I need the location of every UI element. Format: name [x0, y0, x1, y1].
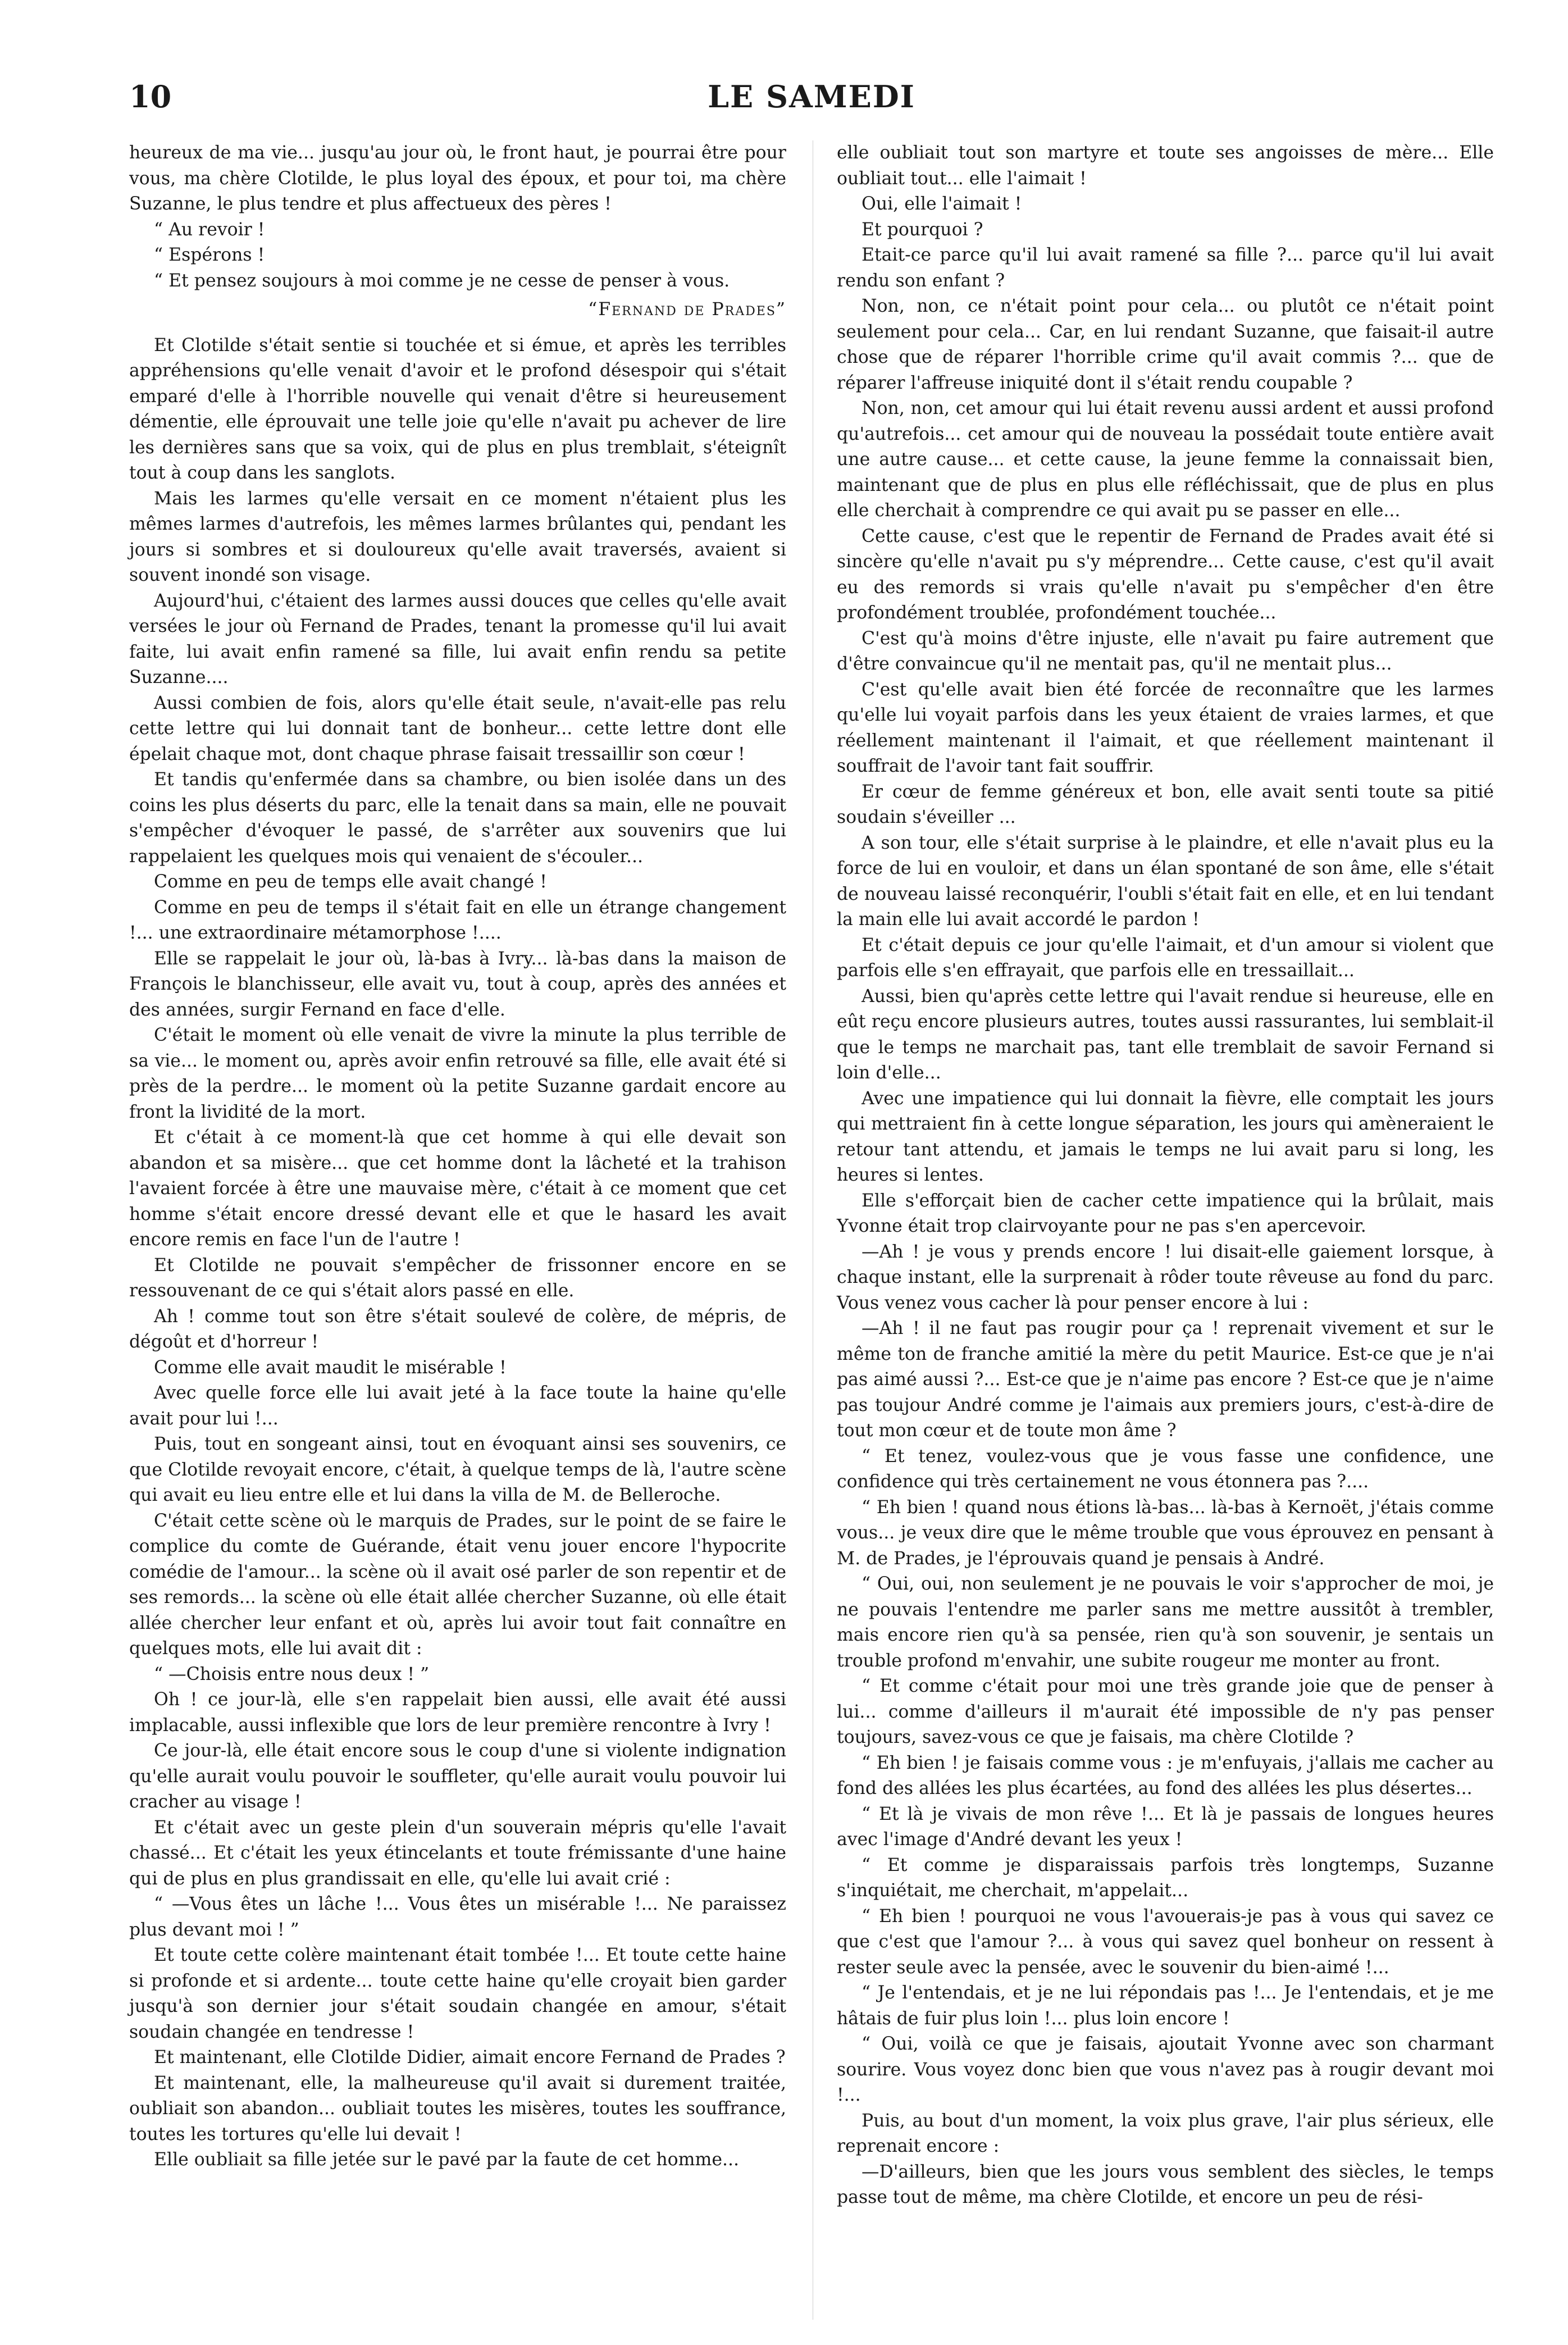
- paragraph: C'était le moment où elle venait de vivre la minute la plus terrible de sa vie... le moment ou, après avoir enfin retrouvé sa fille, elle avait été si près de la perdre... le moment où la petite Suzanne gardait encore au front la lividité de la mort.: [129, 1025, 786, 1122]
- paragraph: Et c'était depuis ce jour qu'elle l'aimait, et d'un amour si violent que parfois elle s'en effrayait, que parfois elle en tressaillait...: [837, 935, 1494, 981]
- paragraph: “ Et comme c'était pour moi une très grande joie que de penser à lui... comme d'ailleurs il m'aurait été impossible de n'y pas penser toujours, savez-vous ce que je faisais, ma chère Clotilde ?: [837, 1676, 1494, 1747]
- paragraph: Et Clotilde s'était sentie si touchée et si émue, et après les terribles appréhensions qu'elle venait d'avoir et le profond désespoir qui s'était emparé d'elle à l'horrible nouvelle qui venait d'être si heureusement démentie, elle éprouvait une telle joie qu'elle n'avait pu achever de lire les dernières sans que sa voix, qui de plus en plus tremblait, s'éteignît tout à coup dans les sanglots.: [129, 335, 786, 483]
- paragraph: heureux de ma vie... jusqu'au jour où, le front haut, je pourrai être pour vous, ma chère Clotilde, le plus loyal des époux, et pour toi, ma chère Suzanne, le plus tendre et plus affectueux des pères !: [129, 143, 786, 214]
- paragraph: Aussi combien de fois, alors qu'elle était seule, n'avait-elle pas relu cette lettre qui lui donnait tant de bonheur... cette lettre dont elle épelait chaque mot, dont chaque phrase faisait tressaillir son cœur !: [129, 693, 786, 764]
- paragraph: Avec une impatience qui lui donnait la fièvre, elle comptait les jours qui mettraient fin à cette longue séparation, les jours qui amèneraient le retour tant attendu, et jamais le temps ne lui avait paru si long, les heures si lentes.: [837, 1088, 1494, 1185]
- paragraph: “ —Vous êtes un lâche !... Vous êtes un misérable !... Ne paraissez plus devant moi ! ”: [129, 1894, 786, 1940]
- page-number: 10: [129, 79, 172, 115]
- paragraph: elle oubliait tout son martyre et toute ses angoisses de mère... Elle oubliait tout... elle l'aimait !: [837, 143, 1494, 189]
- paragraph: “ Et comme je disparaissais parfois très longtemps, Suzanne s'inquiétait, me cherchait, m'appelait...: [837, 1855, 1494, 1901]
- paragraph: A son tour, elle s'était surprise à le plaindre, et elle n'avait plus eu la force de lui en vouloir, et dans un élan spontané de son âme, elle s'était de nouveau laissé reconquérir, l'oubli s'était fait en elle, et en lui tendant la main elle lui avait accordé le pardon !: [837, 832, 1494, 930]
- paragraph: “ Et là je vivais de mon rêve !... Et là je passais de longues heures avec l'image d'André devant les yeux !: [837, 1804, 1494, 1850]
- paragraph: C'est qu'elle avait bien été forcée de reconnaître que les larmes qu'elle lui voyait parfois dans les yeux étaient de vraies larmes, et que réellement maintenant il l'aimait, et que réellement maintenant il souffrait de l'avoir tant fait souffrir.: [837, 679, 1494, 776]
- paragraph: Comme en peu de temps elle avait changé !: [154, 872, 547, 892]
- paragraph: Et maintenant, elle Clotilde Didier, aimait encore Fernand de Prades ?: [154, 2047, 786, 2068]
- paragraph: —D'ailleurs, bien que les jours vous semblent des siècles, le temps passe tout de même, ma chère Clotilde, et encore un peu de rési-: [837, 2161, 1494, 2207]
- paragraph: Et c'était à ce moment-là que cet homme à qui elle devait son abandon et sa misère... que cet homme dont la lâcheté et la trahison l'avaient forcée à être une mauvaise mère, c'était à ce moment que cet homme s'était encore dressé devant elle et que le hasard les avait encore remis en face l'un de l'autre !: [129, 1127, 786, 1250]
- paragraph: Et c'était avec un geste plein d'un souverain mépris qu'elle l'avait chassé... Et c'était les yeux étincelants et toute frémissante d'une haine qui de plus en plus grandissait en elle, qu'elle lui avait crié :: [129, 1817, 786, 1889]
- paragraph: “ Et pensez soujours à moi comme je ne cesse de penser à vous.: [154, 270, 730, 291]
- paragraph: Er cœur de femme généreux et bon, elle avait senti toute sa pitié soudain s'éveiller ...: [837, 781, 1494, 827]
- paragraph: C'était cette scène où le marquis de Prades, sur le point de se faire le complice du comte de Guérande, était venu jouer encore l'hypocrite comédie de l'amour... la scène où il avait osé parler de son repentir et de ses remords... la scène où elle était allée chercher Suzanne, où elle était allée chercher leur enfant et où, après lui avoir tout fait connaître en quelques mots, elle lui avait dit :: [129, 1510, 786, 1659]
- paragraph: “ Oui, voilà ce que je faisais, ajoutait Yvonne avec son charmant sourire. Vous voyez donc bien que vous n'avez pas à rougir devant moi !...: [837, 2034, 1494, 2105]
- paragraph: Comme en peu de temps il s'était fait en elle un étrange changement !... une extraordinaire métamorphose !....: [129, 897, 786, 943]
- paragraph: Elle oubliait sa fille jetée sur le pavé par la faute de cet homme...: [154, 2150, 740, 2170]
- paragraph: Elle s'efforçait bien de cacher cette impatience qui la brûlait, mais Yvonne était trop clairvoyante pour ne pas s'en apercevoir.: [837, 1190, 1494, 1236]
- paragraph: Ah ! comme tout son être s'était soulevé de colère, de mépris, de dégoût et d'horreur !: [129, 1306, 786, 1352]
- paragraph: Elle se rappelait le jour où, là-bas à Ivry... là-bas dans la maison de François le blanchisseur, elle avait vu, tout à coup, après des années et des années, surgir Fernand en face d'elle.: [129, 948, 786, 1020]
- paragraph: Avec quelle force elle lui avait jeté à la face toute la haine qu'elle avait pour lui !...: [129, 1383, 786, 1429]
- paragraph: Et maintenant, elle, la malheureuse qu'il avait si durement traitée, oubliait son abandon... oubliait toutes les misères, toutes les souffrance, toutes les tortures qu'elle lui devait !: [129, 2073, 786, 2144]
- paragraph: “ Espérons !: [154, 245, 265, 265]
- paragraph: Comme elle avait maudit le misérable !: [154, 1357, 507, 1378]
- paragraph: Oui, elle l'aimait !: [862, 194, 1022, 214]
- left-column: [129, 140, 786, 2173]
- paragraph: Aujourd'hui, c'étaient des larmes aussi douces que celles qu'elle avait versées le jour où Fernand de Prades, tenant la promesse qu'il lui avait faite, lui avait enfin ramené sa fille, lui avait enfin rendu sa petite Suzanne....: [129, 590, 786, 687]
- paragraph: C'est qu'à moins d'être injuste, elle n'avait pu faire autrement que d'être convaincue qu'il ne mentait pas, qu'il ne mentait plus...: [837, 628, 1494, 674]
- paragraph: —Ah ! il ne faut pas rougir pour ça ! reprenait vivement et sur le même ton de franche amitié la mère du petit Maurice. Est-ce que je n'ai pas aimé aussi ?... Est-ce que je n'aime pas encore ? Est-ce que je n'aime pas toujour André comme je l'aimais aux premiers jours, c'est-à-dire de tout mon cœur et de toute mon âme ?: [837, 1318, 1494, 1441]
- paragraph: Et tandis qu'enfermée dans sa chambre, ou bien isolée dans un des coins les plus déserts du parc, elle la tenait dans sa main, elle ne pouvait s'empêcher d'évoquer le passé, de s'arrêter aux souvenirs que lui rappelaient les quelques mois qui venaient de s'écouler...: [129, 769, 786, 867]
- journal-title: LE SAMEDI: [708, 79, 915, 115]
- paragraph: “ Eh bien ! je faisais comme vous : je m'enfuyais, j'allais me cacher au fond des allées les plus écartées, au fond des allées les plus désertes...: [837, 1752, 1494, 1798]
- paragraph: Oh ! ce jour-là, elle s'en rappelait bien aussi, elle avait été aussi implacable, aussi inflexible que lors de leur première rencontre à Ivry !: [129, 1690, 786, 1736]
- paragraph: Aussi, bien qu'après cette lettre qui l'avait rendue si heureuse, elle en eût reçu encore plusieurs autres, toutes aussi rassurantes, lui semblait-il que le temps ne marchait pas, tant elle tremblait de savoir Fernand si loin d'elle...: [837, 986, 1494, 1083]
- paragraph: “ Eh bien ! pourquoi ne vous l'avouerais-je pas à vous qui savez ce que c'est que l'amour ?... à vous qui savez quel bonheur on ressent à rester seule avec la pensée, avec le souvenir du bien-aimé !...: [837, 1906, 1494, 1978]
- paragraph: Et toute cette colère maintenant était tombée !... Et toute cette haine si profonde et si ardente... toute cette haine qu'elle croyait bien garder jusqu'à son dernier jour s'était soudain changée en amour, s'était soudain changée en tendresse !: [129, 1945, 786, 2042]
- paragraph: Etait-ce parce qu'il lui avait ramené sa fille ?... parce qu'il lui avait rendu son enfant ?: [837, 245, 1494, 291]
- paragraph: “ Et tenez, voulez-vous que je vous fasse une confidence, une confidence qui très certainement ne vous étonnera pas ?....: [837, 1446, 1494, 1492]
- paragraph: —Ah ! je vous y prends encore ! lui disait-elle gaiement lorsque, à chaque instant, elle la surprenait à rôder toute rêveuse au fond du parc. Vous venez vous cacher là pour penser encore à lui :: [837, 1241, 1494, 1313]
- paragraph: Cette cause, c'est que le repentir de Fernand de Prades avait été si sincère qu'elle n'avait pu s'y méprendre... Cette cause, c'est qu'il avait eu des remords si vrais qu'elle n'avait pu s'empêcher d'en être profondément troublée, profondément touchée...: [837, 526, 1494, 623]
- paragraph: “ Eh bien ! quand nous étions là-bas... là-bas à Kernoët, j'étais comme vous... je veux dire que le même trouble que vous éprouvez en pensant à M. de Prades, je l'éprouvais quand je pensais à André.: [837, 1497, 1494, 1569]
- paragraph: Et pourquoi ?: [862, 219, 983, 240]
- paragraph: “ —Choisis entre nous deux ! ”: [154, 1664, 430, 1684]
- paragraph: Non, non, ce n'était point pour cela... ou plutôt ce n'était point seulement pour cela... Car, en lui rendant Suzanne, que faisait-il autre chose que de réparer l'horrible crime qu'il avait commis ?... que de réparer l'affreuse iniquité dont il s'était rendu coupable ?: [837, 296, 1494, 393]
- paragraph: “ Oui, oui, non seulement je ne pouvais le voir s'approcher de moi, je ne pouvais l'entendre me parler sans me mettre aussitôt à trembler, mais encore rien qu'à sa pensée, rien qu'à son souvenir, je sentais un trouble profond m'envahir, une subite rougeur me monter au front.: [837, 1574, 1494, 1671]
- paragraph: “ Je l'entendais, et je ne lui répondais pas !... Je l'entendais, et je me hâtais de fuir plus loin !... plus loin encore !: [837, 1983, 1494, 2029]
- letter-signature: “Fernand de Prades”: [588, 299, 786, 320]
- paragraph: Et Clotilde ne pouvait s'empêcher de frissonner encore en se ressouvenant de ce qui s'était alors passé en elle.: [129, 1255, 786, 1301]
- paragraph: Mais les larmes qu'elle versait en ce moment n'étaient plus les mêmes larmes d'autrefois, les mêmes larmes brûlantes qui, pendant les jours si sombres et si douloureux qu'elle avait traversés, avaient si souvent inondé son visage.: [129, 488, 786, 585]
- right-column: [837, 140, 1494, 2211]
- paragraph: Puis, tout en songeant ainsi, tout en évoquant ainsi ses souvenirs, ce que Clotilde revoyait encore, c'était, à quelque temps de là, l'autre scène qui avait eu lieu entre elle et lui dans la villa de M. de Belleroche.: [129, 1434, 786, 1505]
- paragraph: “ Au revoir !: [154, 219, 265, 240]
- paragraph: Non, non, cet amour qui lui était revenu aussi ardent et aussi profond qu'autrefois... cet amour qui de nouveau la possédait toute entière avait une autre cause... et cette cause, la jeune femme la connaissait bien, maintenant que de plus en plus elle réfléchissait, que de plus en plus elle cherchait à comprendre ce qui avait pu se passer en elle...: [837, 398, 1494, 521]
- paragraph: Ce jour-là, elle était encore sous le coup d'une si violente indignation qu'elle aurait voulu pouvoir le souffleter, qu'elle aurait voulu pouvoir lui cracher au visage !: [129, 1741, 786, 1812]
- page-header: [129, 79, 1494, 129]
- paragraph: Puis, au bout d'un moment, la voix plus grave, l'air plus sérieux, elle reprenait encore :: [837, 2110, 1494, 2156]
